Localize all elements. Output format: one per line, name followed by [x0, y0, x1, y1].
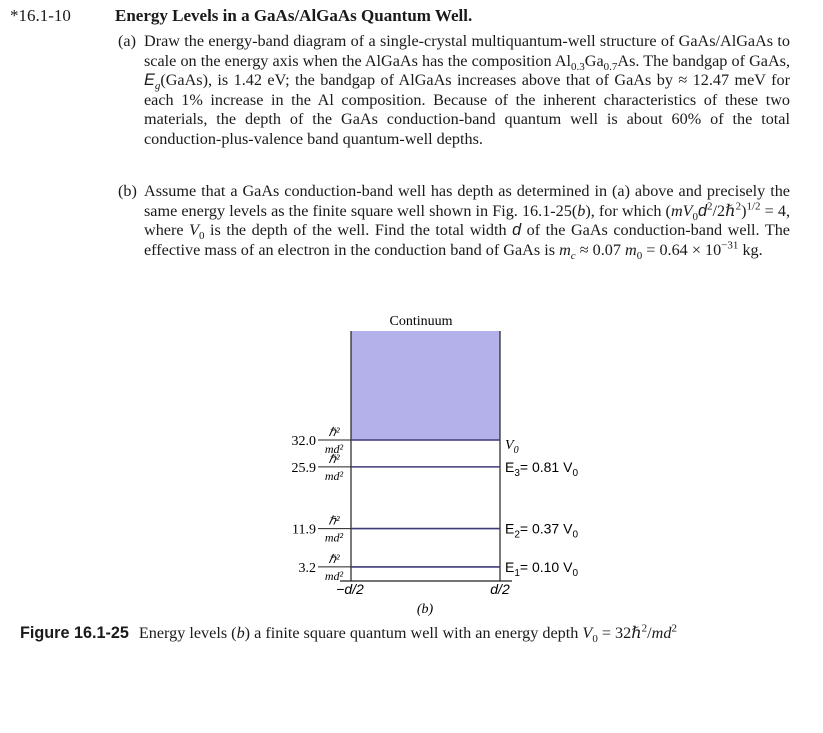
level-label-e2: $E_2= 0.37$ $V_0$	[505, 520, 579, 541]
part-b-text-3: = 4, where	[144, 201, 790, 240]
formula-hbar: /2ℏ	[712, 201, 736, 220]
figure-caption	[20, 622, 677, 646]
caption-text-4: /	[647, 624, 652, 642]
eg-symbol: E	[144, 71, 155, 90]
continuum-label: Continuum	[389, 314, 453, 329]
caption-text-1: Energy levels (	[138, 624, 237, 642]
part-b-text-5: of the GaAs conduction-band well. The effective mass of an electron in the conduction band of GaAs is	[144, 221, 790, 259]
part-b-text-6: ≈ 0.07	[575, 240, 626, 259]
level-hbar-e3: ℏ²	[328, 451, 340, 466]
part-a	[118, 32, 790, 150]
level-hbar-e2: ℏ²	[328, 513, 340, 528]
part-a-text-4: (GaAs), is 1.42 eV; the bandgap of AlGaAs increases above that of GaAs by ≈ 12.47 meV for each 1% increase in the Al composition. Because of the inherent characteristics of these two materials, the depth of the GaAs conduction-band quantum well is about 60% of the total conduction-plus-valence band quantum-well depths.	[144, 71, 790, 148]
continuum-region	[351, 331, 500, 440]
part-b-text-1: Assume that a GaAs conduction-band well has depth as determined in (a) above and precisely the same energy levels as the finite square well shown in Fig. 16.1-25(	[144, 182, 790, 220]
part-b-text-2: ), for which (	[585, 201, 671, 220]
formula-mv: mV	[670, 201, 693, 220]
level-label-e3: $E_3= 0.81$ $V_0$	[505, 458, 579, 479]
level-md-e1: md²	[324, 568, 344, 583]
me-subscript: c	[570, 250, 576, 263]
part-b-fig-letter: b	[577, 201, 586, 220]
part-a-text-2: Ga	[584, 51, 604, 70]
m0-symbol: m	[625, 240, 637, 259]
level-value-v0: 32.0	[291, 434, 316, 449]
caption-v-symbol: V	[582, 624, 593, 642]
level-value-e1: 3.2	[298, 560, 316, 576]
caption-text-3: = 32ℏ	[597, 624, 642, 642]
part-a-text	[144, 32, 790, 150]
caption-text	[138, 622, 677, 646]
ga-subscript: 0.7	[603, 60, 618, 73]
part-b-text-4: is the depth of the well. Find the total width	[204, 221, 513, 240]
level-value-e3: 25.9	[291, 460, 316, 476]
panel-label: (b)	[416, 602, 434, 617]
level-md-e2: md²	[324, 530, 344, 545]
caption-md: md	[651, 624, 672, 642]
quantum-well-figure	[0, 300, 823, 620]
part-a-text-3: As. The bandgap of GaAs,	[617, 51, 790, 70]
problem-title: Energy Levels in a GaAs/AlGaAs Quantum Well.	[115, 6, 473, 25]
energy-levels	[292, 425, 579, 583]
part-a-text-1: Draw the energy-band diagram of a single-crystal multiquantum-well structure of GaAs/AlGaAs to scale on the energy axis when the AlGaAs has the composition Al	[144, 32, 790, 70]
formula-close: )	[741, 201, 747, 220]
problem-number: *16.1-10	[10, 6, 71, 25]
level-md-v0: md²	[324, 442, 344, 456]
part-b-text-8: kg.	[738, 240, 763, 259]
caption-v-subscript: 0	[592, 633, 598, 646]
level-label-e1: $E_1= 0.10$ $V_0$	[505, 558, 579, 579]
level-label-v0: $V_0$	[505, 438, 519, 456]
eg-subscript: g	[154, 80, 161, 93]
formula-exp: 1/2	[746, 200, 761, 213]
formula-v0-sub: 0	[692, 210, 699, 223]
level-value-e2: 11.9	[292, 522, 316, 538]
caption-text-2: ) a finite square quantum well with an energy depth	[244, 624, 583, 642]
part-b	[118, 182, 790, 263]
part-b-text-7: = 0.64 × 10	[642, 240, 722, 259]
formula-d: d	[698, 201, 708, 220]
right-edge-label: d/2	[490, 581, 510, 597]
level-hbar-e1: ℏ²	[328, 551, 340, 566]
v0-subscript: 0	[198, 230, 205, 243]
left-edge-label: −d/2	[336, 581, 364, 597]
formula-sq2: 2	[735, 200, 742, 213]
caption-label: Figure 16.1-25	[20, 624, 129, 642]
m0-subscript: 0	[636, 250, 643, 263]
caption-sq2: 2	[671, 622, 677, 635]
caption-fig-letter: b	[236, 624, 245, 642]
v0-symbol: V	[189, 221, 199, 240]
formula-sq: 2	[707, 200, 713, 213]
al-subscript: 0.3	[571, 60, 585, 73]
exponent: −31	[721, 239, 739, 252]
part-b-label: (b)	[118, 182, 137, 200]
d-symbol: d	[512, 221, 522, 240]
level-md-e3: md²	[324, 468, 344, 483]
level-hbar-v0: ℏ²	[328, 425, 340, 439]
caption-sq: 2	[641, 622, 648, 635]
part-b-text	[144, 182, 790, 263]
me-symbol: m	[559, 240, 571, 259]
part-a-label: (a)	[118, 32, 136, 50]
